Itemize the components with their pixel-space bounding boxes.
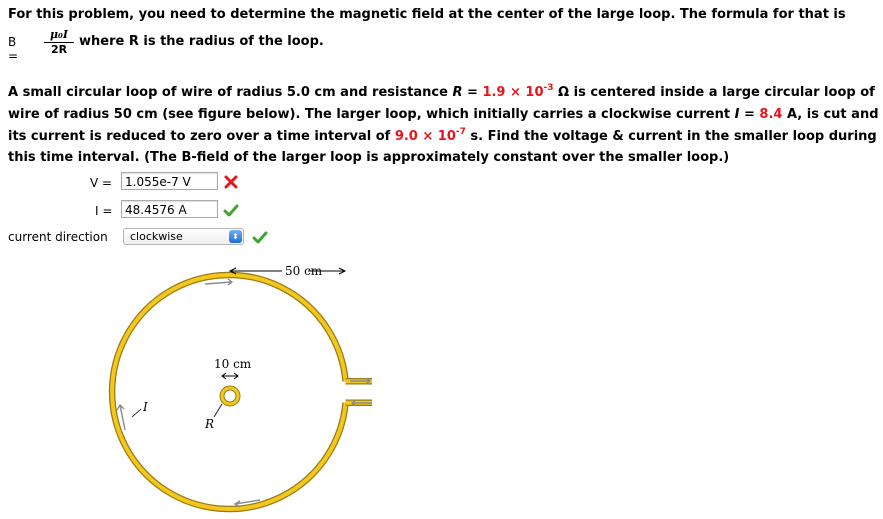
large-radius-label: 50 cm	[285, 264, 323, 278]
direction-label: current direction	[8, 230, 108, 244]
problem-line-3: its current is reduced to zero over a time interval of $9.0 \times 10^{-7}$ s. Find the voltage & current in the smaller loop during	[8, 127, 877, 144]
formula-lhs: B =	[8, 35, 19, 63]
double-arrow-icon	[222, 373, 238, 379]
current-arrows	[117, 279, 372, 507]
resistance-label-leader	[214, 404, 222, 417]
voltage-label: V =	[90, 176, 113, 190]
small-diameter-label: 10 cm	[214, 357, 252, 371]
direction-selected-value: clockwise	[130, 230, 183, 243]
problem-line-2: wire of radius 50 cm (see figure below). The larger loop, which initially carries a clockwise current I = 8.4 A, is cut and	[8, 107, 879, 122]
current-input[interactable]: 48.4576 A	[121, 200, 218, 218]
select-arrows-icon[interactable]: ⬍	[229, 230, 242, 243]
formula-description: where R is the radius of the loop.	[79, 34, 324, 49]
voltage-input[interactable]: 1.055e-7 V	[121, 172, 218, 190]
current-label: I =	[95, 204, 113, 218]
diameter-dimension	[222, 373, 238, 379]
resistance-value: $1.9 \times 10^{-3}$	[482, 83, 554, 100]
formula-denominator: 2R	[50, 43, 68, 56]
intro-line1: For this problem, you need to determine the magnetic field at the center of the large loop. The formula for that is	[8, 7, 846, 22]
problem-line-4: this time interval. (The B-field of the larger loop is approximately constant over the smaller loop.)	[8, 150, 730, 165]
resistance-symbol-label: R	[205, 417, 215, 431]
current-value: 8.4	[759, 107, 783, 122]
problem-line-1: A small circular loop of wire of radius 5.0 cm and resistance $R = 1.9 \times 10^{-3}$ Ω is centered inside a large circular loop of	[8, 83, 875, 100]
current-symbol-label: I	[143, 400, 148, 414]
current-label-leader	[132, 409, 141, 417]
formula-numerator: μ₀I	[44, 28, 74, 43]
time-value: $9.0 \times 10^{-7}$	[394, 127, 466, 144]
lead-wires-outline	[346, 381, 372, 402]
large-loop-wire	[112, 275, 346, 509]
